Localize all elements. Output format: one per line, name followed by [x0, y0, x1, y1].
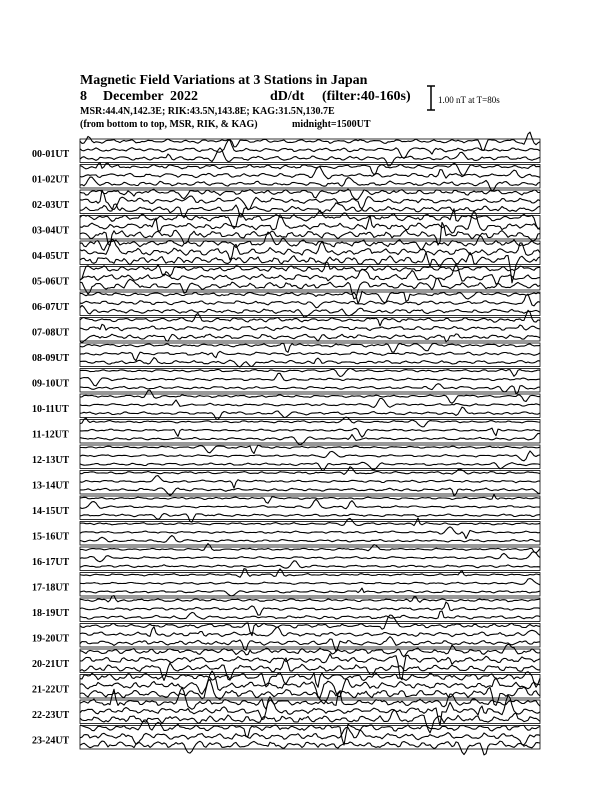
row-label: 18-19UT [32, 608, 70, 619]
trace-kag [80, 343, 540, 352]
trace-rik [80, 552, 540, 562]
row-label: 12-13UT [32, 455, 70, 466]
row-label: 08-09UT [32, 353, 70, 364]
trace-kag [80, 688, 540, 710]
row-label: 23-24UT [32, 735, 70, 747]
row-label: 20-21UT [32, 659, 70, 670]
trace-kag [80, 368, 540, 376]
chart-header [80, 73, 500, 130]
row-frame [80, 649, 540, 673]
trace-msr [80, 462, 540, 470]
trace-kag [80, 615, 540, 636]
filter-label: (filter:40-160s) [322, 89, 411, 104]
scale-label: 1.00 nT at T=80s [438, 95, 500, 105]
row-label: 15-16UT [32, 531, 70, 543]
trace-msr [80, 334, 540, 343]
trace-kag [80, 445, 540, 453]
trace-kag [80, 310, 540, 326]
trace-msr [80, 536, 540, 543]
date-year: 2022 [170, 89, 198, 104]
trace-msr [80, 710, 540, 733]
trace-rik [80, 579, 540, 585]
trace-rik [80, 428, 540, 437]
date-month: December [103, 89, 164, 104]
row-label: 04-05UT [32, 251, 70, 262]
chart-title: Magnetic Field Variations at 3 Stations in Japan [80, 73, 368, 88]
trace-rik [80, 351, 540, 360]
order-note: (from bottom to top, MSR, RIK, & KAG) [80, 119, 258, 130]
trace-rik [80, 476, 540, 489]
row-label: 05-06UT [32, 276, 70, 288]
trace-rik [80, 167, 540, 179]
trace-rik [80, 728, 540, 745]
trace-msr [80, 148, 540, 166]
trace-kag [80, 569, 540, 578]
trace-rik [80, 294, 540, 308]
row-label: 21-22UT [32, 684, 70, 696]
trace-kag [80, 644, 540, 657]
trace-msr [80, 561, 540, 568]
trace-kag [80, 189, 540, 200]
row-frame [80, 165, 540, 189]
midnight-note: midnight=1500UT [292, 119, 371, 130]
row-label: 11-12UT [32, 429, 69, 441]
row-label: 03-04UT [32, 225, 70, 237]
row-label: 07-08UT [32, 327, 70, 339]
trace-rik [80, 627, 540, 637]
trace-rik [80, 190, 540, 210]
trace-rik [80, 398, 540, 407]
trace-rik [80, 527, 540, 539]
row-label: 06-07UT [32, 302, 70, 313]
date-day: 8 [80, 89, 87, 104]
row-label: 19-20UT [32, 633, 70, 645]
trace-msr [80, 658, 540, 680]
trace-kag [80, 417, 540, 427]
trace-msr [80, 741, 540, 755]
trace-rik [80, 451, 540, 461]
row-label: 10-11UT [32, 404, 69, 415]
row-label: 16-17UT [32, 557, 70, 568]
trace-rik [80, 140, 540, 158]
trace-msr [80, 588, 540, 596]
trace-msr [80, 488, 540, 496]
trace-kag [80, 672, 540, 688]
trace-msr [80, 177, 540, 191]
trace-kag [80, 132, 540, 150]
trace-rik [80, 211, 540, 233]
row-label: 01-02UT [32, 174, 70, 186]
trace-msr [80, 611, 540, 619]
quantity-label: dD/dt [270, 89, 305, 104]
scale-bar [427, 86, 500, 110]
row-label: 02-03UT [32, 200, 70, 211]
trace-msr [80, 514, 540, 523]
trace-kag [80, 596, 540, 603]
row-label: 13-14UT [32, 480, 70, 492]
trace-rik [80, 373, 540, 386]
trace-rik [80, 264, 540, 284]
row-label: 22-23UT [32, 710, 70, 721]
row-label: 14-15UT [32, 506, 70, 517]
trace-msr [80, 278, 540, 299]
trace-msr [80, 358, 540, 367]
row-label: 09-10UT [32, 378, 70, 390]
trace-rik [80, 499, 540, 508]
trace-rik [80, 324, 540, 330]
row-label: 17-18UT [32, 582, 70, 594]
stations-label: MSR:44.4N,142.3E; RIK:43.5N,143.8E; KAG:31.5N,130.7E [80, 106, 335, 117]
trace-rows [32, 132, 540, 755]
trace-rik [80, 602, 540, 615]
row-label: 00-01UT [32, 149, 70, 160]
